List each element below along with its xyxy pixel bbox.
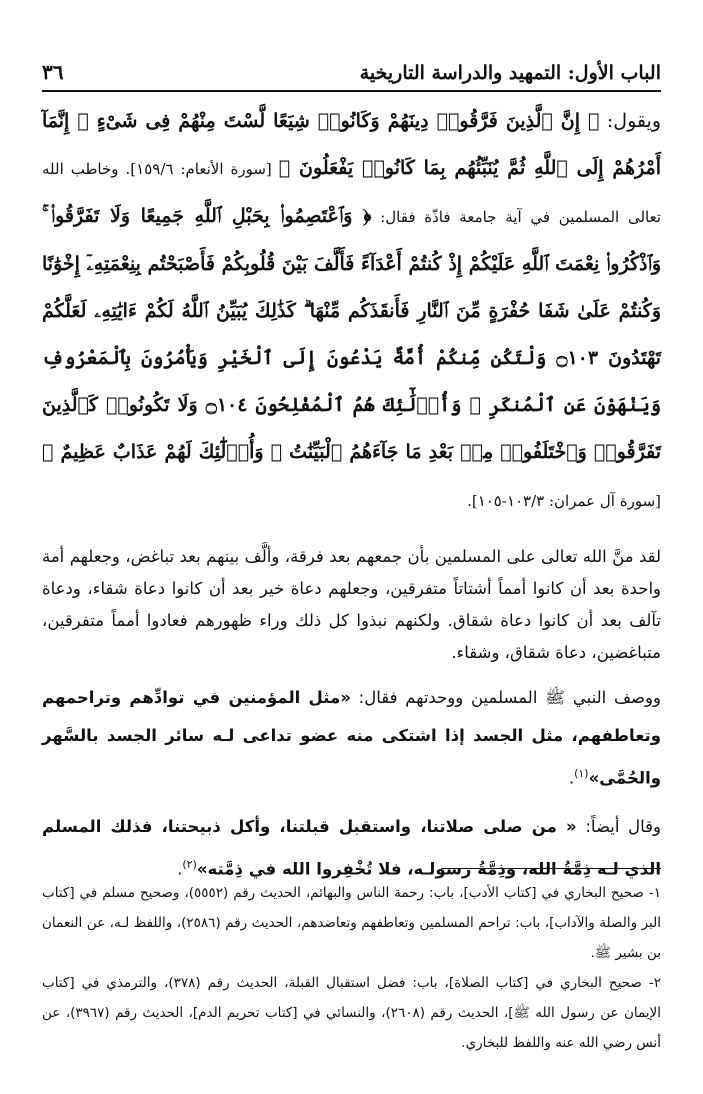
citation-anam: [سورة الأنعام: ١٥٩/٦]. xyxy=(118,160,279,178)
hadith-intro-2: وقال أيضاً: xyxy=(576,816,661,836)
footnote-ref-2[interactable]: (٢) xyxy=(182,857,197,871)
running-header xyxy=(42,58,661,92)
quran-verse-imran: ﴿ وَٱعْتَصِمُوا۟ بِحَبْلِ ٱللَّهِ جَمِيعًا وَلَا تَفَرَّقُوا۟ ۚ وَٱذْكُرُوا۟ نِعْمَتَ ٱللَّهِ عَلَيْكُمْ إِذْ كُنتُمْ أَعْدَآءً فَأَلَّفَ بَيْنَ قُلُوبِكُمْ فَأَصْبَحْتُم بِنِعْمَتِهِۦٓ إِخْوَٰنًا وَكُنتُمْ عَلَىٰ شَفَا حُفْرَةٍ مِّنَ ٱلنَّارِ فَأَنقَذَكُم مِّنْهَا ۗ كَذَٰلِكَ يُبَيِّنُ ٱللَّهُ لَكُمْ ءَايَٰتِهِۦ لَعَلَّكُمْ تَهْتَدُونَ ۝١٠٣ وَلْتَكُن مِّنكُمْ أُمَّةٌ يَدْعُونَ إِلَى ٱلْخَيْرِ وَيَأْمُرُونَ بِٱلْمَعْرُوفِ وَيَنْهَوْنَ عَنِ ٱلْمُنكَرِ ۚ وَأُو۟لَٰٓئِكَ هُمُ ٱلْمُفْلِحُونَ ۝١٠٤ وَلَا تَكُونُوا۟ كَٱلَّذِينَ تَفَرَّقُوا۟ وَٱخْتَلَفُوا۟ مِنۢ بَعْدِ مَا جَآءَهُمُ ٱلْبَيِّنَٰتُ ۚ وَأُو۟لَٰٓئِكَ لَهُمْ عَذَابٌ عَظِيمٌ ﴾ xyxy=(42,205,661,463)
hadith-text-1: «مثل المؤمنين في توادِّهم وتراحمهم وتعاطفهم، مثل الجسد إذا اشتكى منه عضو تداعى لـه سائر الجسد بالسَّهر والحُمَّى» xyxy=(42,688,661,788)
hadith-end-1: . xyxy=(568,768,575,788)
hadith-end-2: . xyxy=(177,859,183,878)
commentary-paragraph: لقد منَّ الله تعالى على المسلمين بأن جمعهم بعد فرقة، وألَّف بينهم بعد تباغض، وجعلهم أمة واحدة بعد أن كانوا أمماً أشتاتاً متفرقين، وجعلهم دعاة خير بعد أن كانوا دعاة شقاء، ودعاة تآلف بعد أن كانوا دعاة شقاق. ولكنهم نبذوا كل ذلك وراء ظهورهم فعادوا أمماً متفرقين، متباغضين، دعاة شقاق، وشقاء. xyxy=(42,547,661,662)
hadith-text-2: « من صلى صلاتنا، واستقبل قبلتنا، وأكل ذبيحتنا، فذلك المسلم الذي لـه ذِمَّةُ الله، وذِمَّةُ رسولـه، فلا تُخْفِروا الله في ذِمَّته» xyxy=(42,816,661,878)
intro-text: ويقول: xyxy=(599,110,662,132)
page-number: ٣٦ xyxy=(42,60,64,84)
footnote-1: ١- صحيح البخاري في [كتاب الأدب]، باب: رحمة الناس والبهائم، الحديث رقم (٥٥٥٢)، وصحيح مسلم في [كتاب البر والصلة والآداب]، باب: تراحم المسلمين وتعاطفهم وتعاضدهم، الحديث رقم (٢٥٨٦)، واللفظ لـه، عن النعمان بن بشير ﷺ. xyxy=(42,885,661,961)
hadith-paragraph-1 xyxy=(42,679,661,798)
footnote-ref-1[interactable]: (١) xyxy=(574,767,589,780)
citation-imran: [سورة آل عمران: ١٠٣/٣-١٠٥]. xyxy=(467,492,661,510)
footnotes xyxy=(42,878,661,1058)
hadith-paragraph-2 xyxy=(42,808,661,889)
quran-paragraph xyxy=(42,98,661,525)
main-text xyxy=(42,98,661,888)
footnote-divider xyxy=(441,868,661,869)
chapter-title: الباب الأول: التمهيد والدراسة التاريخية xyxy=(359,62,661,84)
quran-verse-anam: ﴿ إِنَّ ٱلَّذِينَ فَرَّقُوا۟ دِينَهُمْ وَكَانُوا۟ شِيَعًا لَّسْتَ مِنْهُمْ فِى شَىْءٍ ۚ إِنَّمَآ أَمْرُهُمْ إِلَى ٱللَّهِ ثُمَّ يُنَبِّئُهُم بِمَا كَانُوا۟ يَفْعَلُونَ ﴾ xyxy=(42,110,661,179)
bridge-text: وخاطب الله تعالى المسلمين في آية جامعة فاذّة فقال: xyxy=(42,160,662,226)
footnote-2: ٢- صحيح البخاري في [كتاب الصلاة]، باب: فضل استقبال القبلة، الحديث رقم (٣٧٨)، والترمذي في [كتاب الإيمان عن رسول الله ﷺ]، الحديث رقم (٢٦٠٨)، والنسائي في [كتاب تحريم الدم]، الحديث رقم (٣٩٦٧)، عن أنس رضي الله عنه واللفظ للبخاري. xyxy=(42,975,661,1051)
hadith-intro-1: ووصف النبي ﷺ المسلمين ووحدتهم فقال: xyxy=(350,688,661,707)
